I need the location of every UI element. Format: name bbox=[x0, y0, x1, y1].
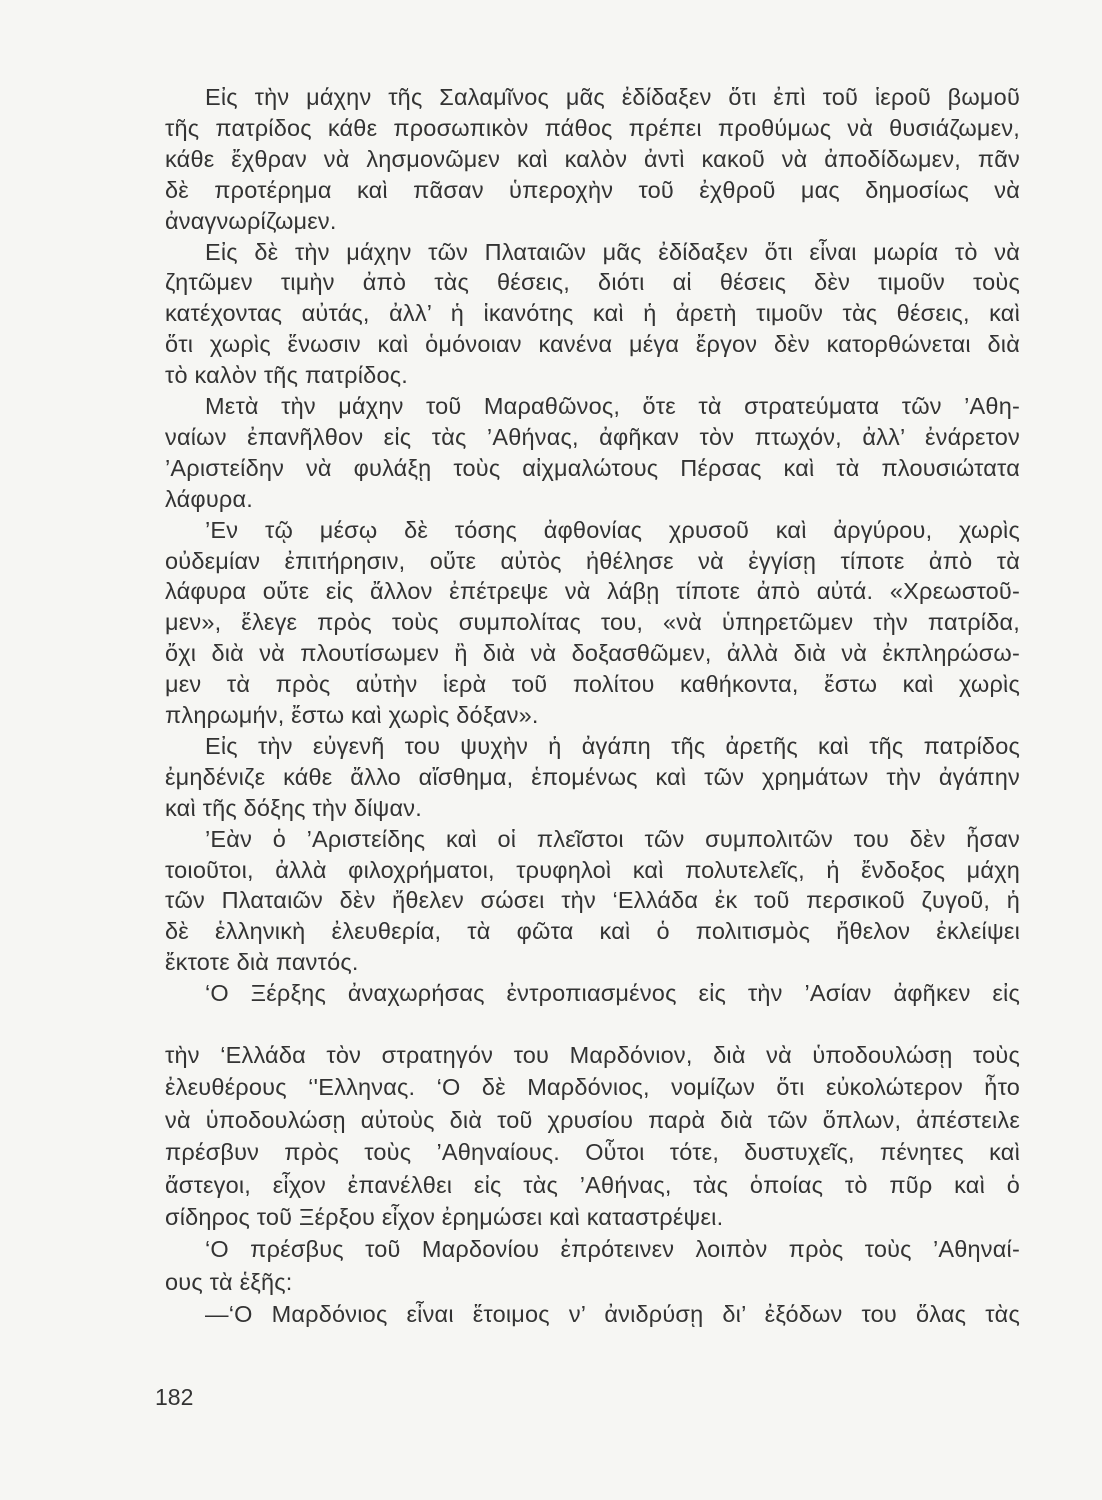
text-line: κατέχοντας αὐτάς, ἀλλ’ ἡ ἱκανότης καὶ ἡ ἀρετὴ τιμοῦν τὰς θέσεις, καὶ bbox=[165, 300, 1020, 327]
text-line: ους τὰ ἑξῆς: bbox=[165, 1268, 293, 1295]
text-line: πρέσβυν πρὸς τοὺς ’Αθηναίους. Οὗτοι τότε, δυστυχεῖς, πένητες καὶ bbox=[165, 1139, 1020, 1166]
text-line: Εἰς δὲ τὴν μάχην τῶν Πλαταιῶν μᾶς ἐδίδαξεν ὅτι εἶναι μωρία τὸ νὰ bbox=[205, 238, 1020, 265]
text-line: τοιοῦτοι, ἀλλὰ φιλοχρήματοι, τρυφηλοὶ καὶ πολυτελεῖς, ἡ ἔνδοξος μάχη bbox=[165, 856, 1020, 883]
text-line: ζητῶμεν τιμὴν ἀπὸ τὰς θέσεις, διότι αἱ θέσεις δὲν τιμοῦν τοὺς bbox=[165, 269, 1020, 296]
text-line: ἔκτοτε διὰ παντός. bbox=[165, 949, 359, 976]
text-line: οὐδεμίαν ἐπιτήρησιν, οὔτε αὐτὸς ἠθέλησε νὰ ἐγγίσῃ τίποτε ἀπὸ τὰ bbox=[165, 547, 1020, 574]
text-line: πληρωμήν, ἔστω καὶ χωρὶς δόξαν». bbox=[165, 702, 539, 728]
text-line: ’Αριστείδην νὰ φυλάξῃ τοὺς αἰχμαλώτους Πέρσας καὶ τὰ πλουσιώτατα bbox=[165, 454, 1020, 481]
text-line: ἐλευθέρους ‘'Ελληνας. ‘Ο δὲ Μαρδόνιος, νομίζων ὅτι εὐκολώτερον ἦτο bbox=[165, 1074, 1020, 1101]
text-line: καὶ τῆς δόξης τὴν δίψαν. bbox=[165, 794, 422, 821]
text-line: ὄχι διὰ νὰ πλουτίσωμεν ἢ διὰ νὰ δοξασθῶμεν, ἀλλὰ διὰ νὰ ἐκπληρώσω- bbox=[165, 640, 1020, 667]
text-line: τὸ καλὸν τῆς πατρίδος. bbox=[165, 362, 408, 389]
text-line: ’Εν τῷ μέσῳ δὲ τόσης ἀφθονίας χρυσοῦ καὶ ἀργύρου, χωρὶς bbox=[205, 516, 1020, 543]
text-line: λάφυρα. bbox=[165, 485, 253, 512]
text-line: ‘Ο Ξέρξης ἀναχωρήσας ἐντροπιασμένος εἰς τὴν ’Ασίαν ἀφῆκεν εἰς bbox=[205, 980, 1020, 1007]
text-line: κάθε ἔχθραν νὰ λησμονῶμεν καὶ καλὸν ἀντὶ κακοῦ νὰ ἀποδίδωμεν, πᾶν bbox=[165, 145, 1020, 172]
text-line: μεν», ἔλεγε πρὸς τοὺς συμπολίτας του, «νὰ ὑπηρετῶμεν τὴν πατρίδα, bbox=[165, 609, 1020, 636]
text-line: σίδηρος τοῦ Ξέρξου εἶχον ἐρημώσει καὶ καταστρέψει. bbox=[165, 1204, 724, 1230]
text-line: ἐμηδένιζε κάθε ἄλλο αἴσθημα, ἑπομένως καὶ τῶν χρημάτων τὴν ἀγάπην bbox=[165, 763, 1020, 790]
text-line: ‘Ο πρέσβυς τοῦ Μαρδονίου ἐπρότεινεν λοιπὸν πρὸς τοὺς ’Αθηναί- bbox=[205, 1236, 1020, 1263]
text-line: δὲ προτέρημα καὶ πᾶσαν ὑπεροχὴν τοῦ ἐχθροῦ μας δημοσίως νὰ bbox=[165, 176, 1020, 203]
text-line: τὴν ‘Ελλάδα τὸν στρατηγόν του Μαρδόνιον, διὰ νὰ ὑποδουλώσῃ τοὺς bbox=[165, 1042, 1020, 1068]
text-line: τῶν Πλαταιῶν δὲν ἤθελεν σώσει τὴν ‘Ελλάδα ἐκ τοῦ περσικοῦ ζυγοῦ, ἡ bbox=[165, 887, 1020, 914]
text-line: Μετὰ τὴν μάχην τοῦ Μαραθῶνος, ὅτε τὰ στρατεύματα τῶν ’Αθη- bbox=[205, 393, 1020, 419]
text-line: τῆς πατρίδος κάθε προσωπικὸν πάθος πρέπει προθύμως νὰ θυσιάζωμεν, bbox=[165, 114, 1020, 141]
text-line: Εἰς τὴν μάχην τῆς Σαλαμῖνος μᾶς ἐδίδαξεν ὅτι ἐπὶ τοῦ ἱεροῦ βωμοῦ bbox=[205, 84, 1020, 110]
text-line: ’Εὰν ὁ ’Αριστείδης καὶ οἱ πλεῖστοι τῶν συμπολιτῶν του δὲν ἦσαν bbox=[205, 825, 1020, 852]
text-line: ὅτι χωρὶς ἕνωσιν καὶ ὁμόνοιαν κανένα μέγα ἔργον δὲν κατορθώνεται διὰ bbox=[165, 331, 1020, 358]
text-line: μεν τὰ πρὸς αὐτὴν ἱερὰ τοῦ πολίτου καθήκοντα, ἔστω καὶ χωρὶς bbox=[165, 671, 1020, 698]
text-line: ἄστεγοι, εἶχον ἐπανέλθει εἰς τὰς ’Αθήνας, τὰς ὁποίας τὸ πῦρ καὶ ὁ bbox=[165, 1171, 1020, 1198]
text-line: λάφυρα οὔτε εἰς ἄλλον ἐπέτρεψε νὰ λάβῃ τίποτε ἀπὸ αὐτά. «Χρεωστοῦ- bbox=[165, 578, 1020, 605]
text-line: ἀναγνωρίζωμεν. bbox=[165, 207, 337, 234]
text-line: δὲ ἑλληνικὴ ἐλευθερία, τὰ φῶτα καὶ ὁ πολιτισμὸς ἤθελον ἐκλείψει bbox=[165, 918, 1020, 945]
text-line: νὰ ὑποδουλώσῃ αὐτοὺς διὰ τοῦ χρυσίου παρὰ διὰ τῶν ὅπλων, ἀπέστειλε bbox=[165, 1106, 1020, 1133]
text-line: Εἰς τὴν εὐγενῆ του ψυχὴν ἡ ἀγάπη τῆς ἀρετῆς καὶ τῆς πατρίδος bbox=[205, 732, 1020, 759]
page-number: 182 bbox=[155, 1384, 194, 1410]
text-line: —‘Ο Μαρδόνιος εἶναι ἕτοιμος ν’ ἀνιδρύσῃ δι’ ἐξόδων του ὅλας τὰς bbox=[205, 1301, 1020, 1328]
text-line: ναίων ἐπανῆλθον εἰς τὰς ’Αθήνας, ἀφῆκαν τὸν πτωχόν, ἀλλ’ ἐνάρετον bbox=[165, 423, 1020, 450]
